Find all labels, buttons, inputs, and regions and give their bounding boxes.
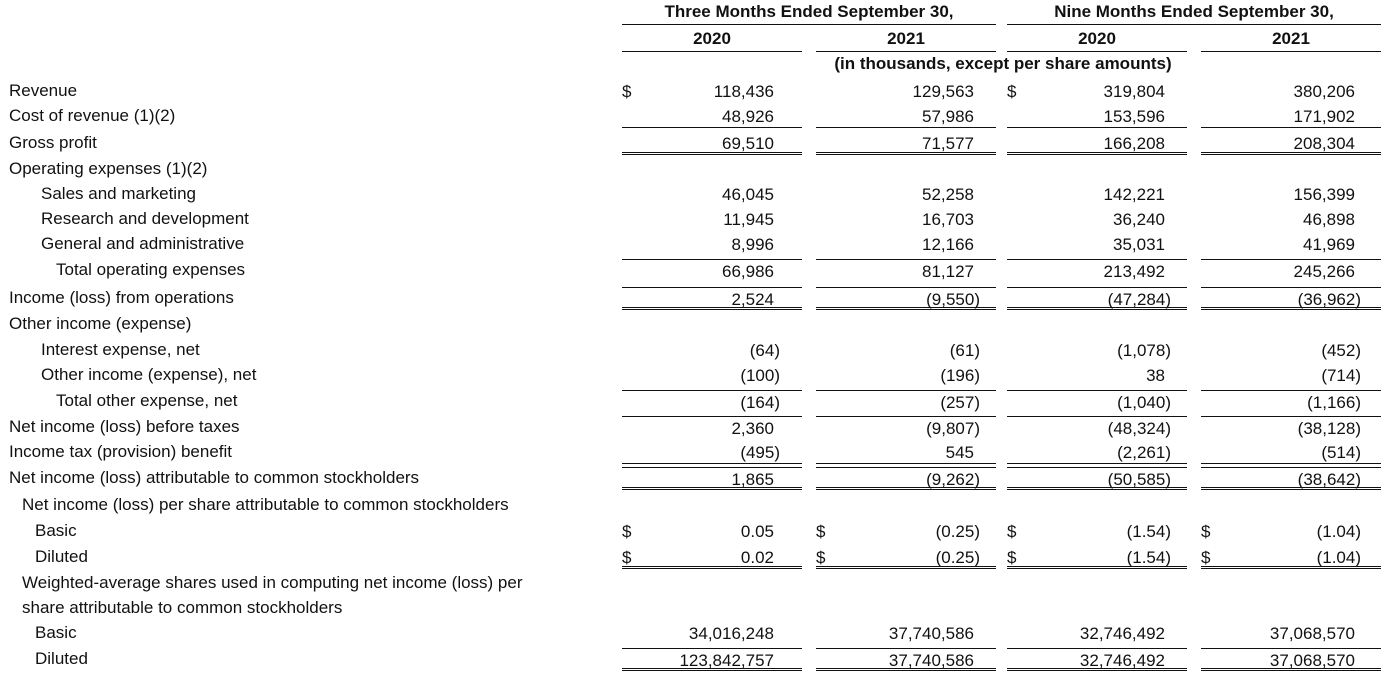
cell-eps-basic-col4 [1201, 520, 1381, 543]
value: 0.05 [740, 522, 774, 541]
row-label-net-income-attributable: Net income (loss) attributable to common stockholders [9, 468, 420, 487]
cell-shares-basic-col3 [1007, 622, 1187, 645]
cell-revenue-col4 [1201, 80, 1381, 103]
cell-eps-diluted-col4 [1201, 546, 1381, 569]
cell-interest-expense-col4 [1201, 339, 1381, 362]
row-label-general-and-administrative: General and administrative [41, 234, 245, 253]
value: 319,804 [1103, 82, 1165, 101]
cell-net-income-before-taxes-col3 [1007, 416, 1187, 439]
cell-eps-basic-col2 [816, 520, 996, 543]
value: 57,986 [922, 107, 974, 126]
cell-net-income-attributable-col2 [816, 467, 996, 490]
value: (257) [940, 393, 980, 412]
value: (514) [1321, 443, 1361, 462]
value: 37,068,570 [1269, 651, 1355, 670]
cell-sales-and-marketing-col3 [1007, 183, 1187, 206]
value: 380,206 [1293, 82, 1355, 101]
value: 1,865 [731, 470, 774, 489]
row-label-shares-diluted: Diluted [35, 649, 88, 668]
value: 32,746,492 [1079, 651, 1165, 670]
value: 171,902 [1293, 107, 1355, 126]
value: (38,642) [1297, 470, 1361, 489]
cell-eps-basic-col1 [622, 520, 802, 543]
cell-shares-basic-col1 [622, 622, 802, 645]
value: (36,962) [1297, 290, 1361, 309]
value: (100) [740, 366, 780, 385]
cell-general-and-administrative-col4 [1201, 233, 1381, 256]
value: (495) [740, 443, 780, 462]
cell-other-income-net-col4 [1201, 364, 1381, 387]
cell-income-from-operations-col1 [622, 287, 802, 310]
value: 129,563 [912, 82, 974, 101]
cell-sales-and-marketing-col4 [1201, 183, 1381, 206]
currency-symbol: $ [1007, 82, 1017, 101]
cell-gross-profit-col3 [1007, 132, 1187, 155]
value: 2,524 [731, 290, 774, 309]
cell-eps-diluted-col1 [622, 546, 802, 569]
header-year-col4: 2021 [1201, 27, 1381, 52]
cell-total-other-expense-col1 [622, 390, 802, 413]
value: (47,284) [1107, 290, 1171, 309]
value: 35,031 [1113, 235, 1165, 254]
row-label-other-income-heading: Other income (expense) [9, 314, 192, 333]
cell-total-operating-expenses-col4 [1201, 259, 1381, 282]
cell-total-operating-expenses-col2 [816, 259, 996, 282]
cell-shares-basic-col2 [816, 622, 996, 645]
cell-total-other-expense-col3 [1007, 390, 1187, 413]
value: 166,208 [1103, 134, 1165, 153]
currency-symbol: $ [1201, 522, 1211, 541]
cell-other-income-net-col3 [1007, 364, 1187, 387]
currency-symbol: $ [622, 522, 632, 541]
value: 46,045 [722, 185, 774, 204]
value: 213,492 [1103, 262, 1165, 281]
value: 0.02 [740, 548, 774, 567]
value: (0.25) [935, 522, 980, 541]
cell-other-income-net-col1 [622, 364, 802, 387]
value: 123,842,757 [679, 651, 774, 670]
header-three-months: Three Months Ended September 30, [622, 0, 996, 25]
cell-total-operating-expenses-col1 [622, 259, 802, 282]
value: 36,240 [1113, 210, 1165, 229]
value: 81,127 [922, 262, 974, 281]
value: 69,510 [722, 134, 774, 153]
value: (50,585) [1107, 470, 1171, 489]
currency-symbol: $ [816, 548, 826, 567]
value: 156,399 [1293, 185, 1355, 204]
cell-net-income-before-taxes-col4 [1201, 416, 1381, 439]
header-nine-months: Nine Months Ended September 30, [1007, 0, 1381, 25]
row-label-sales-and-marketing: Sales and marketing [41, 184, 196, 203]
value: 46,898 [1303, 210, 1355, 229]
cell-general-and-administrative-col1 [622, 233, 802, 256]
value: 208,304 [1293, 134, 1355, 153]
value: (9,262) [926, 470, 980, 489]
row-label-income-from-operations: Income (loss) from operations [9, 288, 234, 307]
row-label-weighted-shares-heading-1: Weighted-average shares used in computing net income (loss) per [22, 573, 523, 592]
value: 2,360 [731, 419, 774, 438]
cell-income-from-operations-col3 [1007, 287, 1187, 310]
cell-income-from-operations-col4 [1201, 287, 1381, 310]
value: 38 [1146, 366, 1165, 385]
value: (1.54) [1126, 548, 1171, 567]
value: 118,436 [713, 82, 774, 101]
cell-shares-diluted-col2 [816, 648, 996, 671]
row-label-shares-basic: Basic [35, 623, 77, 642]
cell-general-and-administrative-col3 [1007, 233, 1187, 256]
cell-gross-profit-col2 [816, 132, 996, 155]
row-label-total-other-expense: Total other expense, net [56, 391, 238, 410]
row-label-weighted-shares-heading-2: share attributable to common stockholders [22, 598, 343, 617]
currency-symbol: $ [1007, 548, 1017, 567]
value: 8,996 [731, 235, 774, 254]
row-label-total-operating-expenses: Total operating expenses [56, 260, 246, 279]
value: 11,945 [723, 210, 774, 229]
row-label-income-tax: Income tax (provision) benefit [9, 442, 232, 461]
value: (9,807) [926, 419, 980, 438]
value: (1.04) [1316, 522, 1361, 541]
value: 16,703 [922, 210, 974, 229]
value: (38,128) [1297, 419, 1361, 438]
cell-sales-and-marketing-col1 [622, 183, 802, 206]
cell-general-and-administrative-col2 [816, 233, 996, 256]
cell-research-and-development-col4 [1201, 208, 1381, 231]
currency-symbol: $ [816, 522, 826, 541]
cell-eps-diluted-col3 [1007, 546, 1187, 569]
value: (1,078) [1117, 341, 1171, 360]
cell-cost-of-revenue-col4 [1201, 105, 1381, 128]
value: 34,016,248 [688, 624, 774, 643]
value: (196) [940, 366, 980, 385]
value: 545 [945, 443, 974, 462]
cell-gross-profit-col1 [622, 132, 802, 155]
value: 142,221 [1103, 185, 1165, 204]
cell-income-tax-col1 [622, 441, 802, 464]
cell-research-and-development-col1 [622, 208, 802, 231]
row-label-eps-basic: Basic [35, 521, 77, 540]
cell-cost-of-revenue-col2 [816, 105, 996, 128]
value: 37,740,586 [888, 651, 974, 670]
value: 66,986 [722, 262, 774, 281]
currency-symbol: $ [622, 548, 632, 567]
cell-other-income-net-col2 [816, 364, 996, 387]
value: (1,040) [1117, 393, 1171, 412]
cell-interest-expense-col3 [1007, 339, 1187, 362]
row-label-other-income-net: Other income (expense), net [41, 365, 257, 384]
row-label-gross-profit: Gross profit [9, 133, 97, 152]
value: (61) [949, 341, 980, 360]
row-label-net-income-before-taxes: Net income (loss) before taxes [9, 417, 240, 436]
value: (0.25) [935, 548, 980, 567]
value: 52,258 [922, 185, 974, 204]
cell-revenue-col2 [816, 80, 996, 103]
value: 71,577 [922, 134, 974, 153]
value: (452) [1321, 341, 1361, 360]
value: 32,746,492 [1079, 624, 1165, 643]
currency-symbol: $ [1007, 522, 1017, 541]
units-note: (in thousands, except per share amounts) [834, 54, 1172, 73]
row-label-eps-heading: Net income (loss) per share attributable to common stockholders [22, 495, 509, 514]
value: (164) [740, 393, 780, 412]
cell-eps-diluted-col2 [816, 546, 996, 569]
cell-total-other-expense-col4 [1201, 390, 1381, 413]
cell-revenue-col3 [1007, 80, 1187, 103]
value: (714) [1321, 366, 1361, 385]
cell-interest-expense-col2 [816, 339, 996, 362]
value: (1,166) [1307, 393, 1361, 412]
cell-net-income-before-taxes-col1 [622, 416, 802, 439]
header-year-col2: 2021 [816, 27, 996, 52]
value: (1.54) [1126, 522, 1171, 541]
value: 12,166 [922, 235, 974, 254]
value: (48,324) [1107, 419, 1171, 438]
value: (2,261) [1117, 443, 1171, 462]
cell-income-tax-col2 [816, 441, 996, 464]
value: 37,740,586 [888, 624, 974, 643]
value: (9,550) [926, 290, 980, 309]
cell-cost-of-revenue-col3 [1007, 105, 1187, 128]
cell-gross-profit-col4 [1201, 132, 1381, 155]
currency-symbol: $ [622, 82, 632, 101]
cell-total-other-expense-col2 [816, 390, 996, 413]
cell-net-income-attributable-col1 [622, 467, 802, 490]
cell-shares-diluted-col1 [622, 648, 802, 671]
cell-sales-and-marketing-col2 [816, 183, 996, 206]
header-year-col1: 2020 [622, 27, 802, 52]
row-label-revenue: Revenue [9, 81, 78, 100]
cell-shares-diluted-col4 [1201, 648, 1381, 671]
row-label-eps-diluted: Diluted [35, 547, 88, 566]
cell-research-and-development-col2 [816, 208, 996, 231]
value: 37,068,570 [1269, 624, 1355, 643]
cell-eps-basic-col3 [1007, 520, 1187, 543]
cell-income-from-operations-col2 [816, 287, 996, 310]
cell-research-and-development-col3 [1007, 208, 1187, 231]
row-label-cost-of-revenue: Cost of revenue (1)(2) [9, 106, 176, 125]
value: 48,926 [722, 107, 774, 126]
cell-shares-diluted-col3 [1007, 648, 1187, 671]
cell-shares-basic-col4 [1201, 622, 1381, 645]
value: 245,266 [1293, 262, 1355, 281]
value: 153,596 [1103, 107, 1165, 126]
cell-income-tax-col4 [1201, 441, 1381, 464]
cell-net-income-attributable-col3 [1007, 467, 1187, 490]
cell-income-tax-col3 [1007, 441, 1187, 464]
value: 41,969 [1303, 235, 1355, 254]
row-label-operating-expenses-heading: Operating expenses (1)(2) [9, 159, 208, 178]
cell-cost-of-revenue-col1 [622, 105, 802, 128]
value: (64) [749, 341, 780, 360]
cell-revenue-col1 [622, 80, 802, 103]
cell-interest-expense-col1 [622, 339, 802, 362]
value: (1.04) [1316, 548, 1361, 567]
cell-total-operating-expenses-col3 [1007, 259, 1187, 282]
cell-net-income-before-taxes-col2 [816, 416, 996, 439]
currency-symbol: $ [1201, 548, 1211, 567]
header-year-col3: 2020 [1007, 27, 1187, 52]
row-label-research-and-development: Research and development [41, 209, 249, 228]
row-label-interest-expense: Interest expense, net [41, 340, 200, 359]
cell-net-income-attributable-col4 [1201, 467, 1381, 490]
